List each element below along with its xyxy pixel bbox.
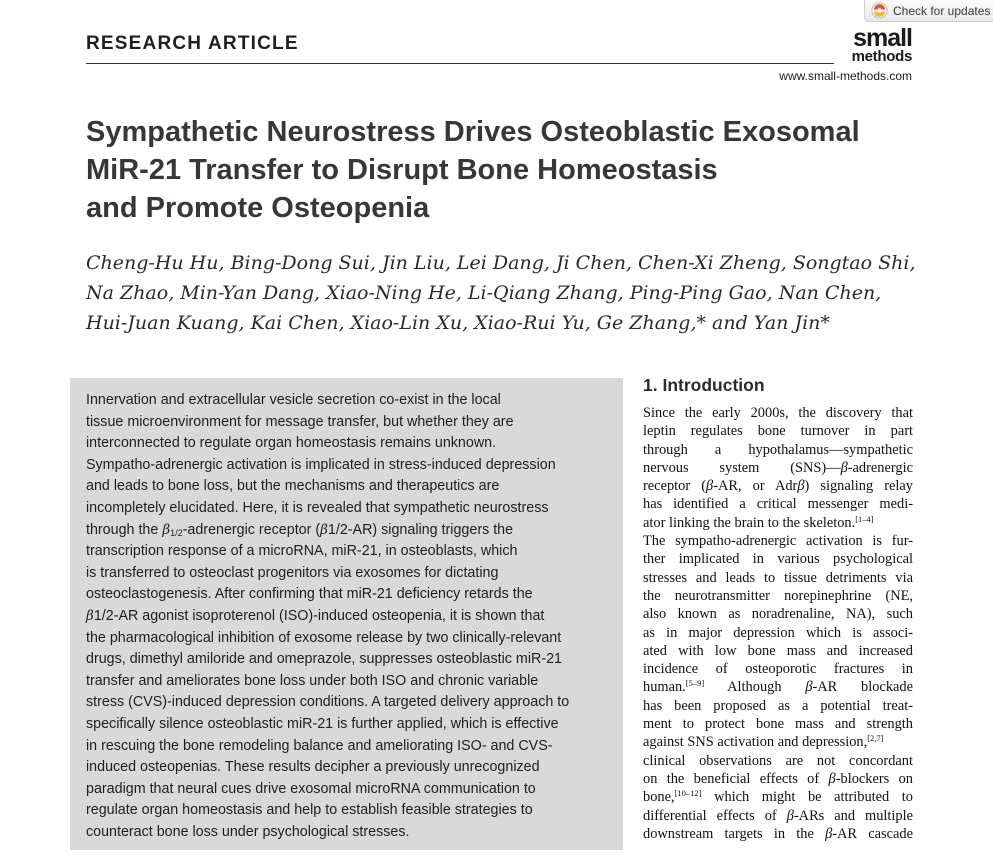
intro-line	[643, 733, 913, 751]
intro-line: Since the early 2000s, the discovery that	[643, 405, 913, 421]
abstract-text	[86, 390, 623, 843]
abstract-line: and leads to bone loss, but the mechanisms and therapeutics are	[86, 478, 500, 495]
abstract-line: regulate organ homeostasis and help to establish feasible strategies to	[86, 802, 533, 819]
intro-text-run: receptor (	[643, 478, 707, 495]
intro-text-run: ) signaling relay	[804, 478, 913, 495]
intro-text-run: -AR cascade	[832, 825, 913, 842]
intro-line: stresses and leads to tissue detriments via	[643, 569, 913, 586]
intro-line	[643, 477, 913, 495]
intro-text-run: on the beneficial effects of	[643, 770, 829, 787]
citation-ref[interactable]: [2,7]	[867, 733, 884, 744]
intro-text-run: -AR blockade	[812, 679, 913, 696]
beta-symbol: β	[320, 521, 328, 538]
abstract-line: specifically silence osteoblastic miR-21 is further applied, which is effective	[86, 715, 559, 732]
abstract-text-run: -adrenergic receptor (	[182, 521, 321, 538]
abstract-line: Sympatho-adrenergic activation is implicated in stress-induced depression	[86, 456, 556, 473]
intro-line: ment to protect bone mass and strength	[643, 716, 913, 733]
intro-text-run: -adrenergic	[847, 459, 913, 476]
intro-text-run: -ARs and multiple	[793, 807, 913, 824]
intro-line: ated with low bone mass and increased	[643, 642, 913, 659]
intro-line: has identified a critical messenger medi-	[643, 496, 913, 513]
intro-text-run: -blockers on	[835, 770, 913, 787]
abstract-line: paradigm that neural cues drive exosomal microRNA communication to	[86, 780, 536, 797]
abstract-line: tissue microenvironment for message transfer, but whether they are	[86, 413, 514, 430]
abstract-line: incompletely elucidated. Here, it is revealed that sympathetic neurostress	[86, 499, 549, 516]
intro-line: incidence of osteoporotic fractures in	[643, 661, 913, 678]
intro-line	[643, 514, 913, 532]
beta-symbol: β	[840, 459, 848, 476]
journal-logo	[830, 26, 912, 64]
check-for-updates-label: Check for updates	[893, 3, 991, 18]
intro-line: The sympatho-adrenergic activation is fur-	[643, 533, 913, 550]
beta-symbol: β	[828, 770, 836, 787]
subscript: 1/2	[170, 527, 183, 538]
abstract-line	[86, 520, 623, 542]
intro-line: leptin regulates bone turnover in part	[643, 423, 913, 440]
citation-ref[interactable]: [10–12]	[674, 788, 702, 799]
citation-ref[interactable]: [5–9]	[685, 678, 705, 689]
section-label: RESEARCH ARTICLE	[86, 33, 299, 54]
abstract-line: osteoclastogenesis. After confirming that miR-21 deficiency retards the	[86, 586, 533, 603]
beta-symbol: β	[86, 607, 94, 624]
intro-text-run: bone,	[643, 789, 675, 806]
abstract-line: induced osteopenias. These results decipher a previously unrecognized	[86, 759, 540, 776]
intro-text-run: human.	[643, 679, 686, 696]
intro-line: through a hypothalamus—sympathetic	[643, 441, 913, 458]
author-line: Hui-Juan Kuang, Kai Chen, Xiao-Lin Xu, Xiao-Rui Yu, Ge Zhang,* and Yan Jin*	[86, 312, 830, 334]
intro-text-run: -AR, or Adr	[713, 478, 798, 495]
abstract-text-run: through the	[86, 521, 163, 538]
section-heading-introduction: 1. Introduction	[643, 375, 765, 395]
abstract-text-run: 1/2-AR) signaling triggers the	[327, 521, 514, 538]
beta-symbol: β	[825, 825, 833, 842]
intro-text-run: ator linking the brain to the skeleton.	[643, 514, 856, 531]
title-line: and Promote Osteopenia	[86, 192, 430, 224]
intro-line: clinical observations are not concordant	[643, 752, 913, 769]
intro-line: the neurotransmitter norepinephrine (NE,	[643, 587, 913, 604]
citation-ref[interactable]: [1–4]	[855, 513, 874, 524]
beta-symbol: β	[797, 478, 805, 495]
crossmark-icon	[871, 2, 888, 19]
beta-symbol: β	[706, 478, 714, 495]
intro-line: as in major depression which is associ-	[643, 624, 913, 641]
abstract-line: is transferred to osteoclast progenitors via exosomes for dictating	[86, 564, 499, 581]
intro-line	[643, 788, 913, 806]
title-line: Sympathetic Neurostress Drives Osteoblastic Exosomal	[86, 116, 860, 148]
header-divider	[86, 63, 834, 64]
abstract-line: counteract bone loss under psychological stresses.	[86, 823, 410, 840]
journal-logo-line1: small	[853, 24, 912, 52]
abstract-text-run: 1/2-AR agonist isoproterenol (ISO)-induced osteopenia, it is shown that	[93, 607, 545, 624]
beta-symbol: β	[162, 521, 171, 538]
intro-line	[643, 825, 913, 843]
abstract-line: Innervation and extracellular vesicle secretion co-exist in the local	[86, 392, 501, 408]
abstract-line: the pharmacological inhibition of exosome release by two clinically-relevant	[86, 629, 562, 646]
intro-text-run: nervous system (SNS)—	[643, 459, 841, 476]
intro-line: has been proposed as a potential treat-	[643, 697, 913, 714]
journal-url[interactable]: www.small-methods.com	[779, 69, 912, 83]
title-line: MiR-21 Transfer to Disrupt Bone Homeostasis	[86, 154, 718, 186]
author-line: Cheng-Hu Hu, Bing-Dong Sui, Jin Liu, Lei Dang, Ji Chen, Chen-Xi Zheng, Songtao Shi,	[86, 252, 916, 274]
abstract-line: drugs, dimethyl amiloride and omeprazole, suppresses osteoblastic miR-21	[86, 651, 562, 668]
intro-line	[643, 807, 913, 825]
abstract-line: transcription response of a microRNA, miR-21, in osteoblasts, which	[86, 543, 518, 560]
intro-line	[643, 678, 913, 696]
abstract-line: stress (CVS)-induced depression conditions. A targeted delivery approach to	[86, 694, 570, 711]
abstract-line: in rescuing the bone remodeling balance and ameliorating ISO- and CVS-	[86, 737, 553, 754]
journal-logo-line2: methods	[851, 48, 912, 65]
article-title	[86, 113, 906, 227]
abstract-line: interconnected to regulate organ homeostasis remains unknown.	[86, 435, 497, 452]
beta-symbol: β	[786, 807, 794, 824]
introduction-body	[643, 404, 913, 843]
intro-line: also known as noradrenaline, NA), such	[643, 606, 913, 623]
abstract-box	[70, 378, 623, 850]
intro-line: ther implicated in various psychological	[643, 551, 913, 568]
intro-line	[643, 770, 913, 788]
intro-text-run: differential effects of	[643, 807, 787, 824]
abstract-line	[86, 606, 623, 628]
intro-text-run: against SNS activation and depression,	[643, 734, 868, 751]
abstract-line: transfer and ameliorates bone loss under both ISO and chronic variable	[86, 672, 539, 689]
intro-text-run: Although	[704, 679, 806, 696]
intro-line	[643, 459, 913, 477]
intro-text-run: downstream targets in the	[643, 825, 826, 842]
author-line: Na Zhao, Min-Yan Dang, Xiao-Ning He, Li-Qiang Zhang, Ping-Ping Gao, Nan Chen,	[86, 282, 882, 304]
intro-text-run: which might be attributed to	[701, 789, 913, 806]
author-list	[86, 248, 916, 338]
check-for-updates-badge[interactable]	[864, 0, 993, 22]
beta-symbol: β	[805, 679, 813, 696]
